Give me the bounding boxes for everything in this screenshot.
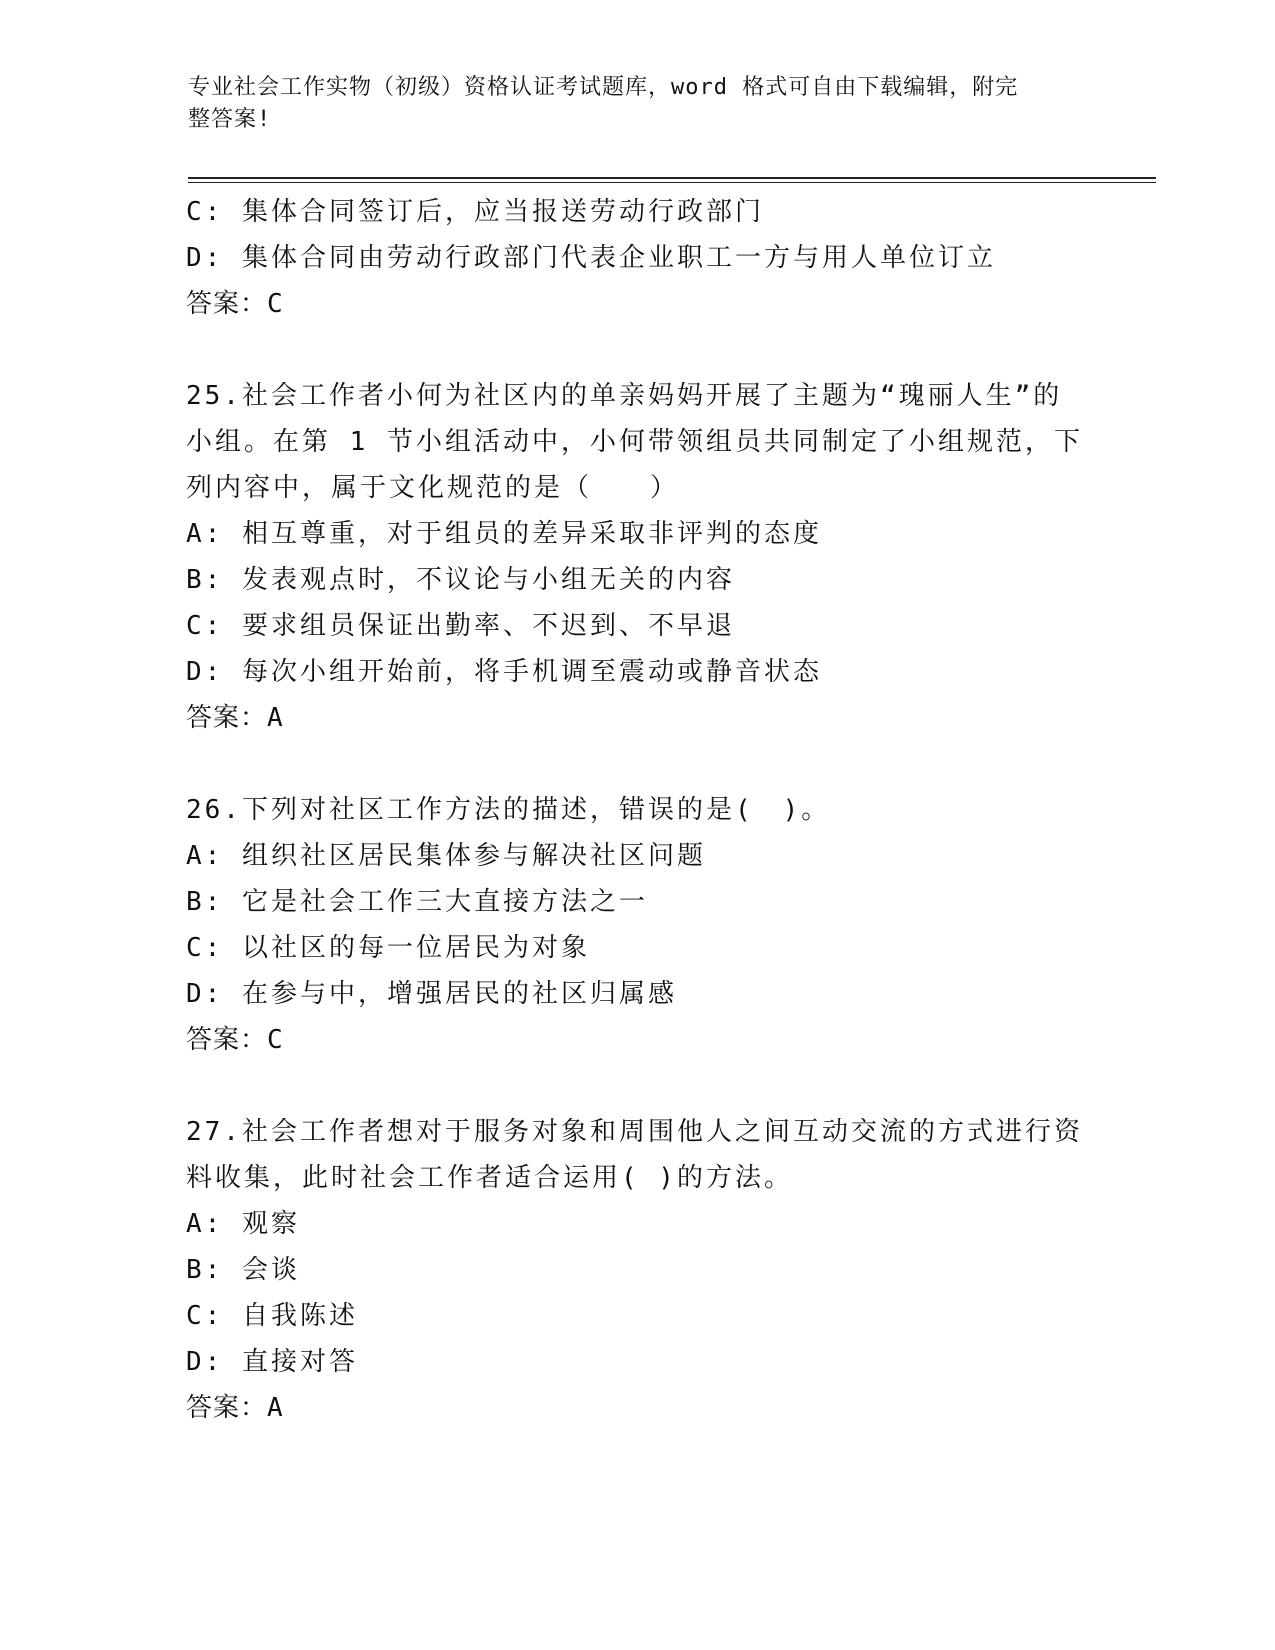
spacer bbox=[186, 741, 1086, 787]
question-stem-line: 列内容中，属于文化规范的是（ ） bbox=[186, 473, 680, 503]
question-stem-line: 27.社会工作者想对于服务对象和周围他人之间互动交流的方式进行资 bbox=[186, 1117, 1083, 1147]
page-header bbox=[188, 72, 1068, 136]
option-b: B: 发表观点时，不议论与小组无关的内容 bbox=[186, 565, 735, 595]
prev-question-block bbox=[186, 189, 1086, 327]
answer-line: 答案：C bbox=[186, 1025, 284, 1055]
option-d: D: 在参与中，增强居民的社区归属感 bbox=[186, 979, 677, 1009]
option-a: A: 观察 bbox=[186, 1209, 300, 1239]
option-b: B: 它是社会工作三大直接方法之一 bbox=[186, 887, 648, 917]
question-26 bbox=[186, 787, 1086, 1063]
question-stem-line: 料收集，此时社会工作者适合运用( )的方法。 bbox=[186, 1163, 793, 1193]
option-d: D: 直接对答 bbox=[186, 1347, 358, 1377]
option-b: B: 会谈 bbox=[186, 1255, 300, 1285]
option-a: A: 组织社区居民集体参与解决社区问题 bbox=[186, 841, 706, 871]
header-line-2: 整答案! bbox=[188, 107, 272, 132]
question-content bbox=[186, 189, 1086, 1431]
option-c: C: 以社区的每一位居民为对象 bbox=[186, 933, 590, 963]
option-d: D: 集体合同由劳动行政部门代表企业职工一方与用人单位订立 bbox=[186, 243, 996, 273]
question-stem-line: 小组。在第 1 节小组活动中，小何带领组员共同制定了小组规范，下 bbox=[186, 427, 1083, 457]
question-27 bbox=[186, 1109, 1086, 1431]
option-c: C: 自我陈述 bbox=[186, 1301, 358, 1331]
answer-line: 答案：A bbox=[186, 703, 284, 733]
header-divider-thick bbox=[188, 177, 1156, 179]
question-25 bbox=[186, 373, 1086, 741]
header-divider-thin bbox=[188, 182, 1156, 183]
question-stem-line: 26.下列对社区工作方法的描述，错误的是( )。 bbox=[186, 795, 831, 825]
spacer bbox=[186, 1063, 1086, 1109]
spacer bbox=[186, 327, 1086, 373]
answer-line: 答案：C bbox=[186, 289, 284, 319]
answer-line: 答案：A bbox=[186, 1393, 284, 1423]
option-c: C: 要求组员保证出勤率、不迟到、不早退 bbox=[186, 611, 735, 641]
question-stem-line: 25.社会工作者小何为社区内的单亲妈妈开展了主题为“瑰丽人生”的 bbox=[186, 381, 1063, 411]
option-a: A: 相互尊重，对于组员的差异采取非评判的态度 bbox=[186, 519, 822, 549]
header-line-1: 专业社会工作实物（初级）资格认证考试题库，word 格式可自由下载编辑，附完 bbox=[188, 75, 1019, 100]
option-c: C: 集体合同签订后，应当报送劳动行政部门 bbox=[186, 197, 764, 227]
option-d: D: 每次小组开始前，将手机调至震动或静音状态 bbox=[186, 657, 822, 687]
